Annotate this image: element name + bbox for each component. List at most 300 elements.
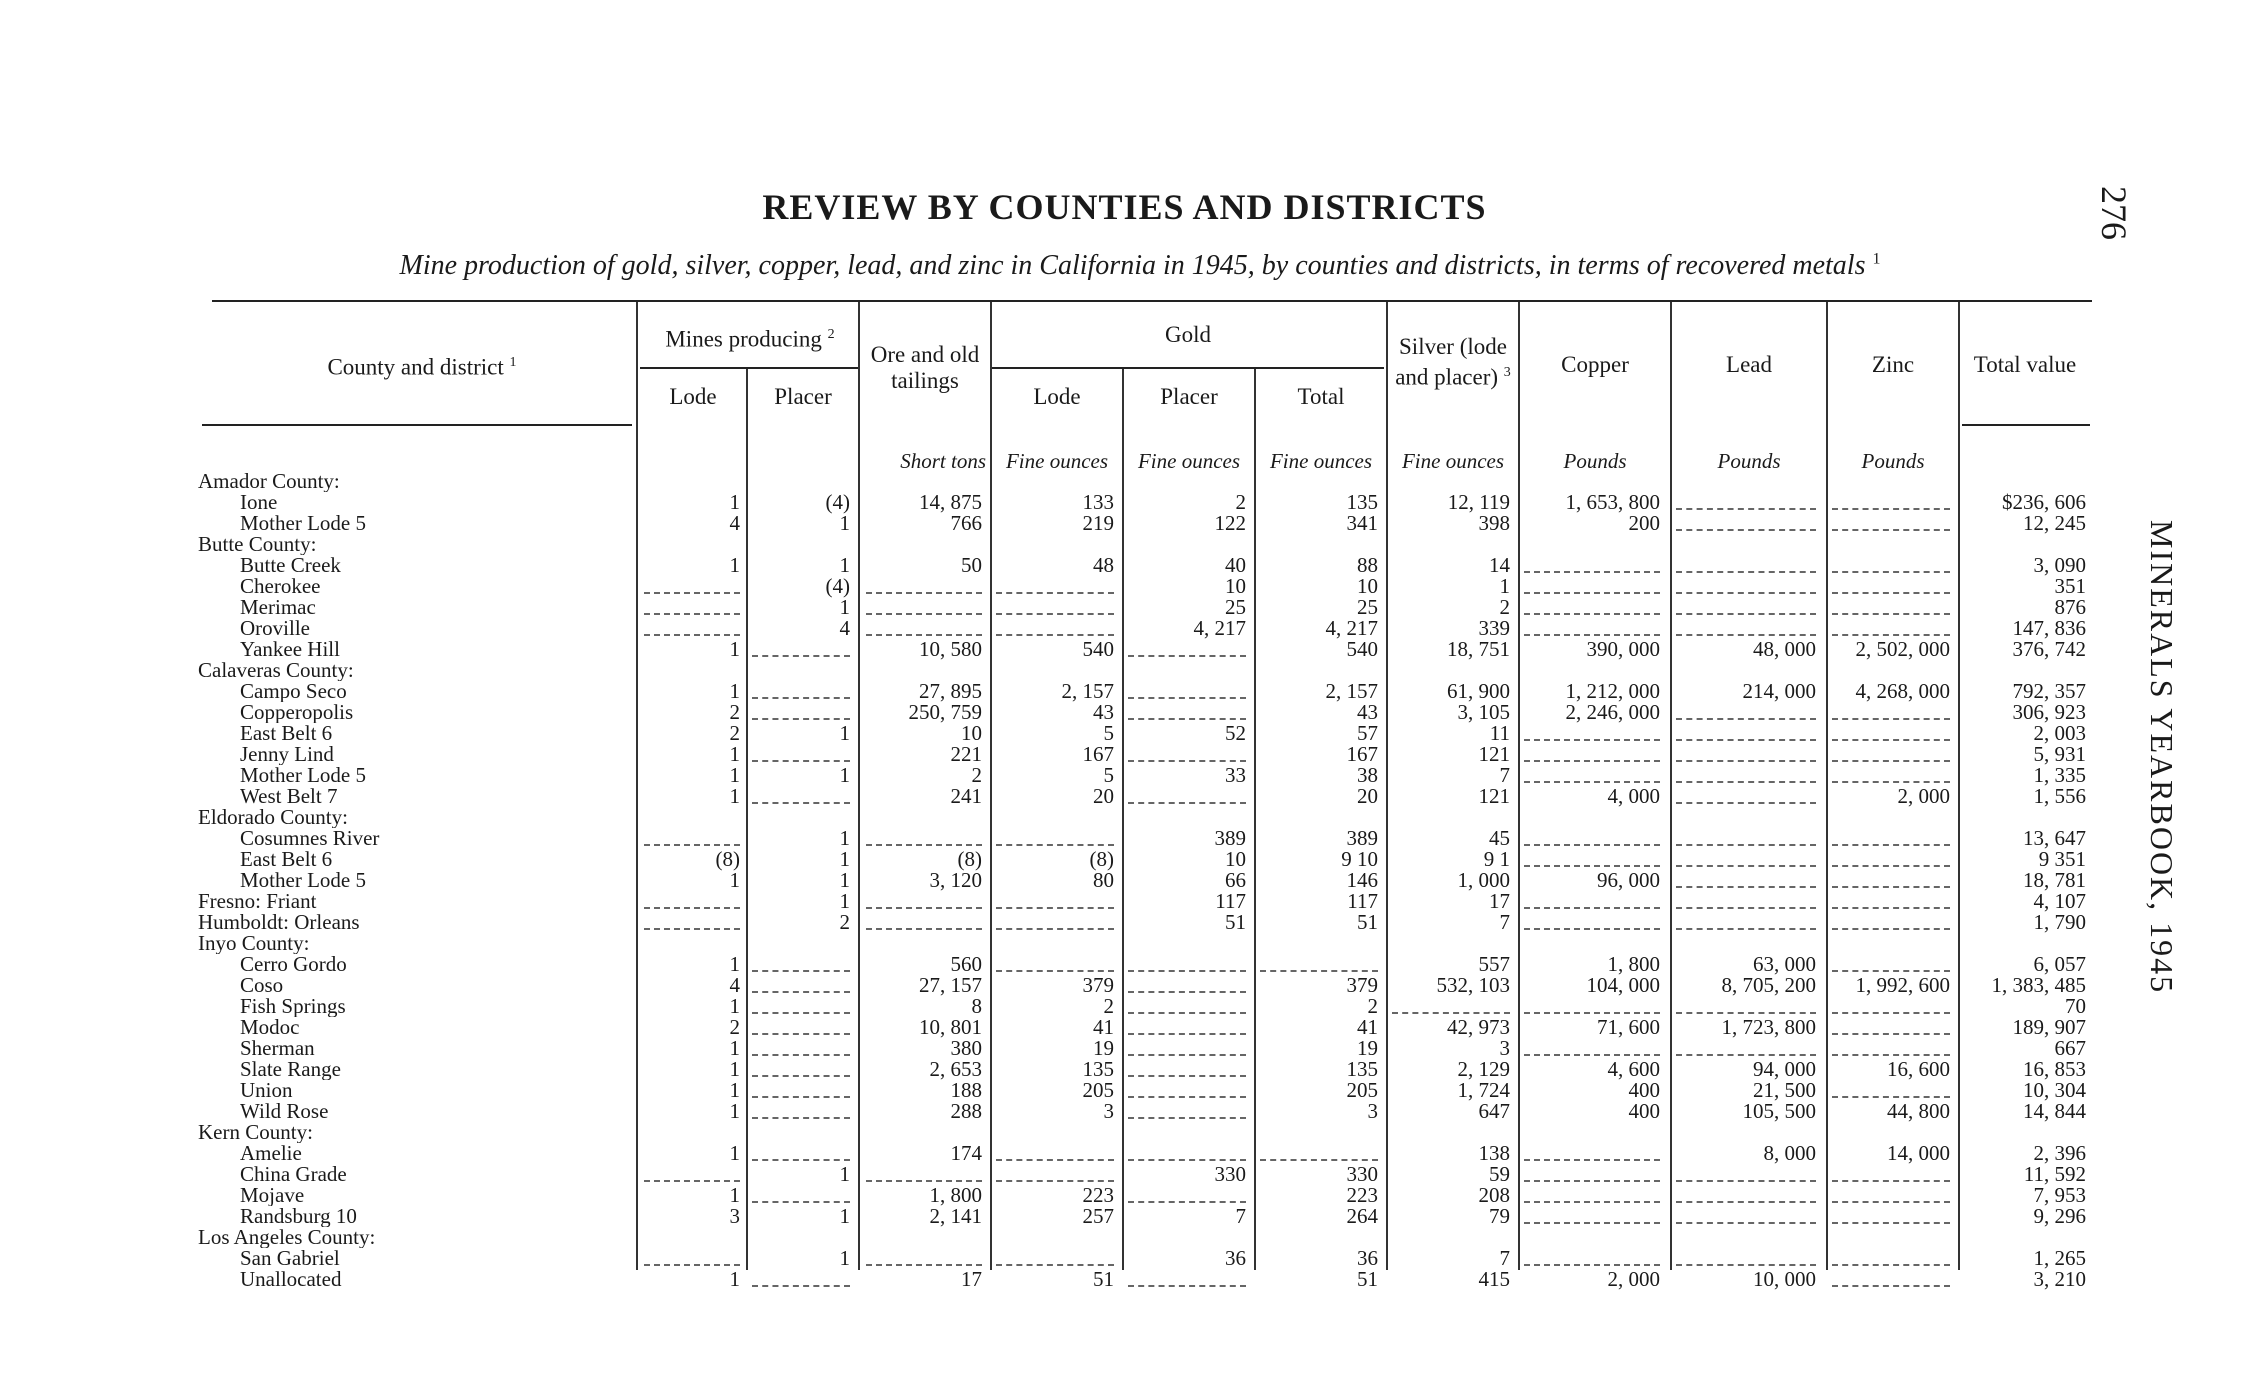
cell-gold-total: 2, 157	[1325, 679, 1378, 703]
cell-silver: 61, 900	[1447, 679, 1510, 703]
table-row	[0, 1164, 2249, 1185]
cell-gold-total: 146	[1346, 868, 1378, 892]
district-name: East Belt 6	[240, 849, 628, 870]
group-heading-row	[0, 1227, 2249, 1248]
cell-zinc: 1, 992, 600	[1855, 973, 1950, 997]
cell-copper: 1, 212, 000	[1565, 679, 1660, 703]
cell-gold-placer: 10	[1225, 574, 1246, 598]
cell-gold-placer: 10	[1225, 847, 1246, 871]
empty-cell-leader	[1128, 1054, 1246, 1056]
header-mines-placer: Placer	[774, 384, 832, 409]
cell-lode: 1	[729, 1036, 740, 1060]
cell-ore: 380	[950, 1036, 982, 1060]
county-name: Kern County:	[198, 1122, 313, 1143]
empty-cell-leader	[1524, 760, 1660, 762]
empty-cell-leader	[1676, 529, 1816, 531]
cell-gold-lode: 219	[1082, 511, 1114, 535]
empty-cell-leader	[752, 1054, 850, 1056]
cell-copper: 4, 000	[1607, 784, 1660, 808]
cell-silver: 1, 724	[1457, 1078, 1510, 1102]
cell-lode: 1	[729, 868, 740, 892]
table-row	[0, 681, 2249, 702]
empty-cell-leader	[644, 634, 740, 636]
empty-cell-leader	[1832, 1180, 1950, 1182]
empty-cell-leader	[1524, 907, 1660, 909]
district-name: Cosumnes River	[240, 828, 628, 849]
cell-gold-total: 38	[1357, 763, 1378, 787]
cell-total: 1, 790	[2033, 910, 2086, 934]
header-zinc: Zinc	[1871, 352, 1915, 377]
empty-cell-leader	[1260, 970, 1378, 972]
cell-copper: 104, 000	[1586, 973, 1660, 997]
cell-lode: 1	[729, 1141, 740, 1165]
cell-ore: 560	[950, 952, 982, 976]
empty-cell-leader	[1832, 928, 1950, 930]
empty-cell-leader	[1832, 1096, 1950, 1098]
empty-cell-leader	[752, 1117, 850, 1119]
cell-gold-placer: 51	[1225, 910, 1246, 934]
cell-copper: 96, 000	[1597, 868, 1660, 892]
cell-gold-lode: 3	[1103, 1099, 1114, 1123]
cell-gold-placer: 122	[1214, 511, 1246, 535]
district-name: East Belt 6	[240, 723, 628, 744]
cell-placer: 1	[839, 595, 850, 619]
cell-gold-lode: 20	[1093, 784, 1114, 808]
cell-ore: 27, 157	[919, 973, 982, 997]
cell-ore: 50	[961, 553, 982, 577]
table-row	[0, 513, 2249, 534]
group-heading-row	[0, 807, 2249, 828]
cell-total: 70	[2065, 994, 2086, 1018]
district-name: Randsburg 10	[240, 1206, 628, 1227]
empty-cell-leader	[996, 1159, 1114, 1161]
empty-cell-leader	[996, 592, 1114, 594]
empty-cell-leader	[752, 1075, 850, 1077]
table-row	[0, 1248, 2249, 1269]
table-row	[0, 639, 2249, 660]
table-row	[0, 765, 2249, 786]
cell-lode: 2	[729, 721, 740, 745]
unit-gold-placer: Fine ounces	[1137, 449, 1241, 473]
cell-gold-placer: 2	[1235, 490, 1246, 514]
cell-lead: 10, 000	[1753, 1267, 1816, 1291]
empty-cell-leader	[1128, 1096, 1246, 1098]
cell-placer: 1	[839, 553, 850, 577]
empty-cell-leader	[752, 991, 850, 993]
empty-cell-leader	[1832, 1264, 1950, 1266]
cell-total: 7, 953	[2033, 1183, 2086, 1207]
table-row	[0, 996, 2249, 1017]
empty-cell-leader	[996, 907, 1114, 909]
header-mines-producing: Mines producing $^2$	[665, 326, 835, 352]
cell-placer: 1	[839, 889, 850, 913]
cell-gold-total: 135	[1346, 490, 1378, 514]
cell-gold-total: 117	[1347, 889, 1378, 913]
cell-gold-placer: 330	[1214, 1162, 1246, 1186]
empty-cell-leader	[1832, 865, 1950, 867]
cell-copper: 71, 600	[1597, 1015, 1660, 1039]
empty-cell-leader	[1832, 529, 1950, 531]
cell-gold-total: 9 10	[1341, 847, 1378, 871]
cell-total: $236, 606	[2002, 490, 2086, 514]
cell-placer: 1	[839, 1162, 850, 1186]
empty-cell-leader	[1676, 718, 1816, 720]
cell-lode: 2	[729, 700, 740, 724]
cell-silver: 12, 119	[1447, 490, 1510, 514]
cell-gold-placer: 52	[1225, 721, 1246, 745]
empty-cell-leader	[752, 1285, 850, 1287]
table-row	[0, 954, 2249, 975]
empty-cell-leader	[1676, 928, 1816, 930]
empty-cell-leader	[752, 697, 850, 699]
cell-ore: 766	[950, 511, 982, 535]
district-name: West Belt 7	[240, 786, 628, 807]
county-name: Los Angeles County:	[198, 1227, 376, 1248]
cell-gold-total: 3	[1367, 1099, 1378, 1123]
header-gold: Gold	[1165, 322, 1211, 347]
table-row	[0, 1206, 2249, 1227]
empty-cell-leader	[866, 634, 982, 636]
empty-cell-leader	[1128, 970, 1246, 972]
district-name: Mojave	[240, 1185, 628, 1206]
empty-cell-leader	[996, 844, 1114, 846]
empty-cell-leader	[1676, 613, 1816, 615]
cell-zinc: 16, 600	[1887, 1057, 1950, 1081]
district-name: Unallocated	[240, 1269, 628, 1290]
empty-cell-leader	[752, 760, 850, 762]
table-row	[0, 1269, 2249, 1290]
cell-gold-placer: 36	[1225, 1246, 1246, 1270]
cell-gold-lode: 257	[1082, 1204, 1114, 1228]
empty-cell-leader	[1524, 571, 1660, 573]
empty-cell-leader	[1128, 1075, 1246, 1077]
cell-lode: 1	[729, 1057, 740, 1081]
district-name: Modoc	[240, 1017, 628, 1038]
cell-lode: 4	[729, 973, 740, 997]
empty-cell-leader	[1524, 1264, 1660, 1266]
cell-lode: 1	[729, 1099, 740, 1123]
empty-cell-leader	[1260, 1159, 1378, 1161]
cell-copper: 2, 246, 000	[1565, 700, 1660, 724]
cell-placer: 1	[839, 1246, 850, 1270]
empty-cell-leader	[1676, 634, 1816, 636]
empty-cell-leader	[1524, 1180, 1660, 1182]
cell-ore: 10	[961, 721, 982, 745]
table-caption: Mine production of gold, silver, copper, lead, and zinc in California in 1945, by counties and districts, in terms of recovered metals $^1$	[399, 250, 1881, 281]
cell-gold-lode: 2, 157	[1061, 679, 1114, 703]
empty-cell-leader	[996, 970, 1114, 972]
leader-dots	[240, 1096, 628, 1098]
cell-total: 792, 357	[2012, 679, 2086, 703]
empty-cell-leader	[1524, 1222, 1660, 1224]
district-name: Wild Rose	[240, 1101, 628, 1122]
district-name: Mother Lode 5	[240, 513, 628, 534]
cell-total: 16, 853	[2023, 1057, 2086, 1081]
cell-placer: 1	[839, 1204, 850, 1228]
district-name: Union	[240, 1080, 628, 1101]
cell-total: 189, 907	[2012, 1015, 2086, 1039]
cell-total: 376, 742	[2012, 637, 2086, 661]
table-row	[0, 702, 2249, 723]
empty-cell-leader	[1676, 781, 1816, 783]
cell-copper: 400	[1628, 1078, 1660, 1102]
cell-gold-total: 540	[1346, 637, 1378, 661]
empty-cell-leader	[644, 592, 740, 594]
cell-total: 5, 931	[2033, 742, 2086, 766]
cell-gold-total: 389	[1346, 826, 1378, 850]
table-row	[0, 828, 2249, 849]
cell-lode: 2	[729, 1015, 740, 1039]
header-total-value: Total value	[1973, 352, 2077, 377]
cell-lode: 1	[729, 952, 740, 976]
cell-zinc: 44, 800	[1887, 1099, 1950, 1123]
cell-silver: 9 1	[1483, 847, 1510, 871]
cell-total: 1, 265	[2033, 1246, 2086, 1270]
cell-gold-placer: 389	[1214, 826, 1246, 850]
cell-total: 2, 003	[2033, 721, 2086, 745]
cell-gold-total: 36	[1357, 1246, 1378, 1270]
cell-gold-total: 57	[1357, 721, 1378, 745]
district-name: Butte Creek	[240, 555, 628, 576]
cell-silver: 7	[1499, 910, 1510, 934]
cell-silver: 138	[1478, 1141, 1510, 1165]
cell-zinc: 4, 268, 000	[1855, 679, 1950, 703]
table-row	[0, 1185, 2249, 1206]
empty-cell-leader	[1676, 1180, 1816, 1182]
empty-cell-leader	[644, 1180, 740, 1182]
empty-cell-leader	[1676, 1222, 1816, 1224]
cell-gold-lode: 51	[1093, 1267, 1114, 1291]
cell-gold-lode: 48	[1093, 553, 1114, 577]
cell-gold-total: 20	[1357, 784, 1378, 808]
page-title: REVIEW BY COUNTIES AND DISTRICTS	[762, 187, 1487, 227]
empty-cell-leader	[1128, 697, 1246, 699]
cell-gold-total: 167	[1346, 742, 1378, 766]
cell-lode: 1	[729, 1078, 740, 1102]
empty-cell-leader	[1832, 613, 1950, 615]
cell-lode: (8)	[715, 847, 740, 871]
cell-total: 11, 592	[2023, 1162, 2086, 1186]
cell-ore: 2	[971, 763, 982, 787]
empty-cell-leader	[752, 655, 850, 657]
cell-gold-lode: 379	[1082, 973, 1114, 997]
group-heading-row	[0, 1122, 2249, 1143]
empty-cell-leader	[866, 1180, 982, 1182]
cell-placer: 2	[839, 910, 850, 934]
empty-cell-leader	[1832, 886, 1950, 888]
empty-cell-leader	[1128, 718, 1246, 720]
group-heading-row	[0, 933, 2249, 954]
cell-total: 18, 781	[2023, 868, 2086, 892]
group-heading-row	[0, 471, 2249, 492]
cell-total: 13, 647	[2023, 826, 2086, 850]
district-name: Campo Seco	[240, 681, 628, 702]
cell-total: 2, 396	[2033, 1141, 2086, 1165]
cell-silver: 11	[1489, 721, 1510, 745]
table-row	[0, 618, 2249, 639]
cell-total: 9, 296	[2033, 1204, 2086, 1228]
cell-lode: 4	[729, 511, 740, 535]
cell-silver: 398	[1478, 511, 1510, 535]
cell-silver: 557	[1478, 952, 1510, 976]
header-silver: Silver (lode and placer) $^3$	[1395, 334, 1511, 390]
cell-total: 14, 844	[2023, 1099, 2086, 1123]
cell-placer: 1	[839, 868, 850, 892]
table-row	[0, 1059, 2249, 1080]
cell-lode: 1	[729, 742, 740, 766]
table-row	[0, 723, 2249, 744]
cell-gold-lode: 41	[1093, 1015, 1114, 1039]
district-name: Mother Lode 5	[240, 765, 628, 786]
cell-zinc: 2, 502, 000	[1855, 637, 1950, 661]
empty-cell-leader	[1524, 844, 1660, 846]
table-top-rule	[212, 300, 2092, 302]
empty-cell-leader	[866, 1264, 982, 1266]
county-name: Calaveras County:	[198, 660, 354, 681]
cell-gold-lode: 205	[1082, 1078, 1114, 1102]
cell-ore: 288	[950, 1099, 982, 1123]
running-head: MINERALS YEARBOOK, 1945	[2144, 520, 2180, 995]
cell-silver: 3, 105	[1457, 700, 1510, 724]
county-name: Amador County:	[198, 471, 340, 492]
cell-ore: 17	[961, 1267, 982, 1291]
cell-ore: (8)	[957, 847, 982, 871]
cell-gold-total: 330	[1346, 1162, 1378, 1186]
cell-ore: 174	[950, 1141, 982, 1165]
cell-gold-placer: 33	[1225, 763, 1246, 787]
cell-gold-placer: 4, 217	[1193, 616, 1246, 640]
empty-cell-leader	[752, 1159, 850, 1161]
cell-silver: 1	[1499, 574, 1510, 598]
district-name: Ione	[240, 492, 628, 513]
header-gold-lode: Lode	[1033, 384, 1081, 409]
cell-silver: 14	[1489, 553, 1510, 577]
cell-lead: 1, 723, 800	[1721, 1015, 1816, 1039]
empty-cell-leader	[996, 613, 1114, 615]
empty-cell-leader	[1832, 1012, 1950, 1014]
cell-gold-total: 43	[1357, 700, 1378, 724]
header-gold-total: Total	[1297, 384, 1345, 409]
cell-gold-total: 223	[1346, 1183, 1378, 1207]
cell-gold-total: 379	[1346, 973, 1378, 997]
cell-silver: 121	[1478, 784, 1510, 808]
unit-gold-total: Fine ounces	[1269, 449, 1373, 473]
empty-cell-leader	[644, 907, 740, 909]
cell-ore: 221	[950, 742, 982, 766]
empty-cell-leader	[1832, 907, 1950, 909]
cell-placer: (4)	[825, 574, 850, 598]
cell-ore: 10, 580	[919, 637, 982, 661]
district-name: Copperopolis	[240, 702, 628, 723]
empty-cell-leader	[644, 928, 740, 930]
cell-gold-lode: 19	[1093, 1036, 1114, 1060]
page-number: 276	[2094, 186, 2134, 240]
cell-gold-total: 10	[1357, 574, 1378, 598]
table-row	[0, 870, 2249, 891]
cell-placer: 1	[839, 826, 850, 850]
unit-ore: Short tons	[900, 449, 986, 473]
header-bottom-rule-right	[1962, 424, 2090, 426]
cell-placer: 1	[839, 721, 850, 745]
empty-cell-leader	[866, 613, 982, 615]
cell-gold-total: 135	[1346, 1057, 1378, 1081]
cell-silver: 208	[1478, 1183, 1510, 1207]
cell-gold-total: 205	[1346, 1078, 1378, 1102]
cell-total: 876	[2054, 595, 2086, 619]
cell-ore: 8	[971, 994, 982, 1018]
empty-cell-leader	[1524, 865, 1660, 867]
empty-cell-leader	[1524, 1201, 1660, 1203]
cell-total: 1, 335	[2033, 763, 2086, 787]
empty-cell-leader	[1676, 1264, 1816, 1266]
empty-cell-leader	[1676, 1054, 1816, 1056]
cell-gold-lode: 80	[1093, 868, 1114, 892]
cell-silver: 18, 751	[1447, 637, 1510, 661]
table-row	[0, 786, 2249, 807]
header-ore: Ore and old tailings	[870, 342, 980, 393]
cell-ore: 14, 875	[919, 490, 982, 514]
empty-cell-leader	[1676, 802, 1816, 804]
empty-cell-leader	[1676, 907, 1816, 909]
cell-total: 4, 107	[2033, 889, 2086, 913]
table-row	[0, 1143, 2249, 1164]
empty-cell-leader	[1128, 655, 1246, 657]
district-name: Oroville	[240, 618, 628, 639]
table-row	[0, 744, 2249, 765]
empty-cell-leader	[1676, 571, 1816, 573]
cell-silver: 1, 000	[1457, 868, 1510, 892]
cell-copper: 1, 653, 800	[1565, 490, 1660, 514]
cell-placer: 1	[839, 847, 850, 871]
empty-cell-leader	[752, 802, 850, 804]
cell-gold-placer: 40	[1225, 553, 1246, 577]
cell-total: 667	[2054, 1036, 2086, 1060]
empty-cell-leader	[1524, 1012, 1660, 1014]
empty-cell-leader	[644, 844, 740, 846]
empty-cell-leader	[996, 928, 1114, 930]
cell-placer: 1	[839, 511, 850, 535]
cell-total: 306, 923	[2012, 700, 2086, 724]
group-heading-row	[0, 660, 2249, 681]
table-row	[0, 1101, 2249, 1122]
table-row	[0, 891, 2249, 912]
unit-lead: Pounds	[1717, 449, 1781, 473]
empty-cell-leader	[644, 613, 740, 615]
cell-gold-total: 51	[1357, 910, 1378, 934]
cell-total: 3, 090	[2033, 553, 2086, 577]
cell-silver: 59	[1489, 1162, 1510, 1186]
empty-cell-leader	[1128, 1159, 1246, 1161]
cell-copper: 400	[1628, 1099, 1660, 1123]
cell-silver: 3	[1499, 1036, 1510, 1060]
empty-cell-leader	[1524, 928, 1660, 930]
cell-gold-lode: 540	[1082, 637, 1114, 661]
empty-cell-leader	[752, 970, 850, 972]
cell-lode: 1	[729, 763, 740, 787]
unit-copper: Pounds	[1563, 449, 1627, 473]
empty-cell-leader	[1676, 739, 1816, 741]
district-name: Cherokee	[240, 576, 628, 597]
cell-silver: 2, 129	[1457, 1057, 1510, 1081]
cell-gold-total: 25	[1357, 595, 1378, 619]
cell-ore: 10, 801	[919, 1015, 982, 1039]
table-row	[0, 1017, 2249, 1038]
cell-zinc: 2, 000	[1897, 784, 1950, 808]
unit-zinc: Pounds	[1861, 449, 1925, 473]
empty-cell-leader	[1676, 865, 1816, 867]
cell-ore: 2, 653	[929, 1057, 982, 1081]
table-row	[0, 1038, 2249, 1059]
